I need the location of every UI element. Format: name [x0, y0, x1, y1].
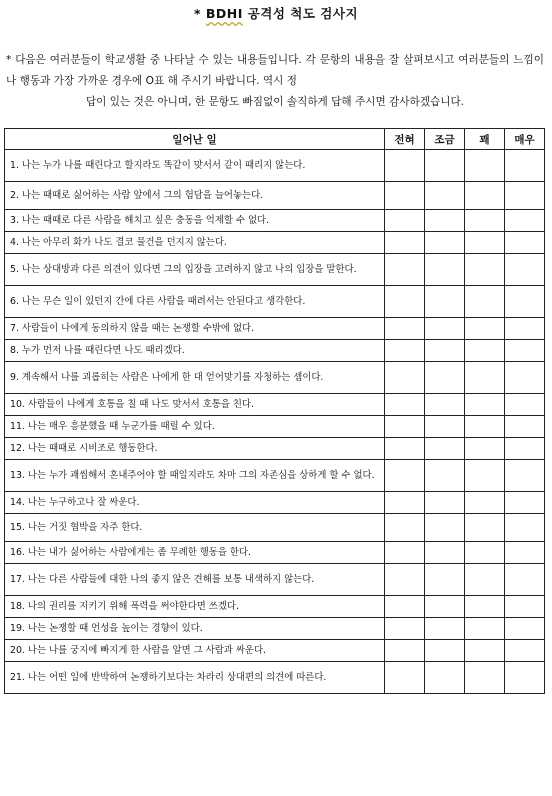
- answer-cell-very[interactable]: [505, 340, 545, 362]
- answer-cell-quite[interactable]: [465, 492, 505, 514]
- question-text: 21. 나는 어떤 일에 반박하여 논쟁하기보다는 차라리 상대편의 의견에 따른다.: [5, 662, 385, 694]
- question-text: 4. 나는 아무리 화가 나도 결코 물건을 던지지 않는다.: [5, 232, 385, 254]
- question-text: 16. 나는 내가 싫어하는 사람에게는 좀 무례한 행동을 한다.: [5, 542, 385, 564]
- header-slightly: 조금: [425, 129, 465, 150]
- answer-cell-never[interactable]: [385, 340, 425, 362]
- answer-cell-quite[interactable]: [465, 460, 505, 492]
- header-very: 매우: [505, 129, 545, 150]
- answer-cell-very[interactable]: [505, 318, 545, 340]
- table-row: [5, 640, 545, 662]
- answer-cell-slightly[interactable]: [425, 514, 465, 542]
- question-text: 3. 나는 때때로 다른 사람을 해치고 싶은 충동을 억제할 수 없다.: [5, 210, 385, 232]
- title-prefix: *: [193, 6, 206, 21]
- answer-cell-slightly[interactable]: [425, 362, 465, 394]
- answer-cell-never[interactable]: [385, 640, 425, 662]
- table-row: [5, 362, 545, 394]
- answer-cell-very[interactable]: [505, 662, 545, 694]
- question-text: 10. 사람들이 나에게 호통을 칠 때 나도 맞서서 호통을 친다.: [5, 394, 385, 416]
- table-row: [5, 492, 545, 514]
- question-text: 17. 나는 다른 사람들에 대한 나의 좋지 않은 견해를 보통 내색하지 않는다.: [5, 564, 385, 596]
- answer-cell-very[interactable]: [505, 286, 545, 318]
- table-row: [5, 438, 545, 460]
- answer-cell-quite[interactable]: [465, 662, 505, 694]
- page-title: [0, 4, 552, 22]
- question-text: 5. 나는 상대방과 다른 의견이 있다면 그의 입장을 고려하지 않고 나의 입장을 말한다.: [5, 254, 385, 286]
- question-text: 1. 나는 누가 나를 때린다고 할지라도 똑같이 맞서서 같이 때리지 않는다.: [5, 150, 385, 182]
- table-row: [5, 460, 545, 492]
- answer-cell-very[interactable]: [505, 438, 545, 460]
- answer-cell-never[interactable]: [385, 460, 425, 492]
- table-row: [5, 416, 545, 438]
- answer-cell-quite[interactable]: [465, 596, 505, 618]
- question-text: 18. 나의 권리를 지키기 위해 폭력을 써야한다면 쓰겠다.: [5, 596, 385, 618]
- table-row: [5, 618, 545, 640]
- answer-cell-slightly[interactable]: [425, 460, 465, 492]
- answer-cell-slightly[interactable]: [425, 416, 465, 438]
- answer-cell-very[interactable]: [505, 492, 545, 514]
- question-text: 14. 나는 누구하고나 잘 싸운다.: [5, 492, 385, 514]
- answer-cell-quite[interactable]: [465, 640, 505, 662]
- answer-cell-quite[interactable]: [465, 416, 505, 438]
- answer-cell-quite[interactable]: [465, 254, 505, 286]
- answer-cell-never[interactable]: [385, 492, 425, 514]
- answer-cell-very[interactable]: [505, 564, 545, 596]
- header-event: 일어난 일: [5, 129, 385, 150]
- table-row: [5, 318, 545, 340]
- table-row: [5, 182, 545, 210]
- answer-cell-quite[interactable]: [465, 340, 505, 362]
- answer-cell-slightly[interactable]: [425, 640, 465, 662]
- header-row: [5, 129, 545, 150]
- instructions-main: * 다음은 여러분들이 학교생활 중 나타날 수 있는 내용들입니다. 각 문항의 내용을 잘 살펴보시고 여러분들의 느낌이나 행동과 가장 가까운 경우에 O표 해 주시기 바랍니다. 역시 정: [6, 54, 544, 87]
- answer-cell-slightly[interactable]: [425, 182, 465, 210]
- answer-cell-slightly[interactable]: [425, 318, 465, 340]
- instructions-last-line: 답이 있는 것은 아니며, 한 문항도 빠짐없이 솔직하게 답해 주시면 감사하겠습니다.: [85, 96, 465, 108]
- question-text: 7. 사람들이 나에게 동의하지 않을 때는 논쟁할 수밖에 없다.: [5, 318, 385, 340]
- question-text: 13. 나는 누가 괘씸해서 혼내주어야 할 때일지라도 차마 그의 자존심을 상하게 할 수 없다.: [5, 460, 385, 492]
- table-row: [5, 150, 545, 182]
- answer-cell-never[interactable]: [385, 254, 425, 286]
- answer-cell-quite[interactable]: [465, 210, 505, 232]
- answer-cell-slightly[interactable]: [425, 286, 465, 318]
- answer-cell-very[interactable]: [505, 542, 545, 564]
- answer-cell-never[interactable]: [385, 596, 425, 618]
- answer-cell-slightly[interactable]: [425, 150, 465, 182]
- answer-cell-never[interactable]: [385, 662, 425, 694]
- answer-cell-never[interactable]: [385, 182, 425, 210]
- answer-cell-slightly[interactable]: [425, 210, 465, 232]
- question-text: 9. 계속해서 나를 괴롭히는 사람은 나에게 한 대 얻어맞기를 자청하는 셈이다.: [5, 362, 385, 394]
- answer-cell-quite[interactable]: [465, 564, 505, 596]
- answer-cell-never[interactable]: [385, 394, 425, 416]
- answer-cell-never[interactable]: [385, 618, 425, 640]
- answer-cell-very[interactable]: [505, 618, 545, 640]
- answer-cell-slightly[interactable]: [425, 542, 465, 564]
- table-row: [5, 210, 545, 232]
- header-never: 전혀: [385, 129, 425, 150]
- table-row: [5, 394, 545, 416]
- question-text: 2. 나는 때때로 싫어하는 사람 앞에서 그의 험담을 늘어놓는다.: [5, 182, 385, 210]
- answer-cell-slightly[interactable]: [425, 596, 465, 618]
- answer-cell-slightly[interactable]: [425, 394, 465, 416]
- table-row: [5, 596, 545, 618]
- answer-cell-very[interactable]: [505, 210, 545, 232]
- answer-cell-quite[interactable]: [465, 438, 505, 460]
- question-text: 8. 누가 먼저 나를 때린다면 나도 때리겠다.: [5, 340, 385, 362]
- answer-cell-very[interactable]: [505, 182, 545, 210]
- answer-cell-slightly[interactable]: [425, 340, 465, 362]
- table-row: [5, 232, 545, 254]
- question-text: 6. 나는 무슨 일이 있던지 간에 다른 사람을 때려서는 안된다고 생각한다.: [5, 286, 385, 318]
- question-text: 12. 나는 때때로 시비조로 행동한다.: [5, 438, 385, 460]
- answer-cell-never[interactable]: [385, 564, 425, 596]
- questionnaire-table: [4, 128, 545, 694]
- answer-cell-very[interactable]: [505, 232, 545, 254]
- instructions: [6, 50, 544, 113]
- table-row: [5, 286, 545, 318]
- answer-cell-very[interactable]: [505, 596, 545, 618]
- answer-cell-very[interactable]: [505, 416, 545, 438]
- answer-cell-quite[interactable]: [465, 542, 505, 564]
- answer-cell-slightly[interactable]: [425, 564, 465, 596]
- answer-cell-very[interactable]: [505, 640, 545, 662]
- table-row: [5, 542, 545, 564]
- answer-cell-quite[interactable]: [465, 232, 505, 254]
- answer-cell-never[interactable]: [385, 232, 425, 254]
- title-brand: BDHI: [205, 6, 243, 21]
- answer-cell-quite[interactable]: [465, 150, 505, 182]
- title-text: 공격성 척도 검사지: [242, 6, 359, 21]
- table-row: [5, 340, 545, 362]
- answer-cell-quite[interactable]: [465, 514, 505, 542]
- answer-cell-slightly[interactable]: [425, 662, 465, 694]
- answer-cell-slightly[interactable]: [425, 492, 465, 514]
- answer-cell-never[interactable]: [385, 514, 425, 542]
- answer-cell-very[interactable]: [505, 394, 545, 416]
- table-row: [5, 514, 545, 542]
- answer-cell-never[interactable]: [385, 286, 425, 318]
- answer-cell-never[interactable]: [385, 150, 425, 182]
- answer-cell-slightly[interactable]: [425, 438, 465, 460]
- question-text: 19. 나는 논쟁할 때 언성을 높이는 경향이 있다.: [5, 618, 385, 640]
- answer-cell-quite[interactable]: [465, 394, 505, 416]
- answer-cell-slightly[interactable]: [425, 254, 465, 286]
- table-row: [5, 254, 545, 286]
- table-row: [5, 662, 545, 694]
- answer-cell-never[interactable]: [385, 318, 425, 340]
- answer-cell-very[interactable]: [505, 150, 545, 182]
- answer-cell-very[interactable]: [505, 254, 545, 286]
- answer-cell-never[interactable]: [385, 362, 425, 394]
- answer-cell-very[interactable]: [505, 362, 545, 394]
- answer-cell-never[interactable]: [385, 438, 425, 460]
- table-row: [5, 564, 545, 596]
- answer-cell-very[interactable]: [505, 460, 545, 492]
- question-text: 20. 나는 나를 궁지에 빠지게 한 사람을 알면 그 사람과 싸운다.: [5, 640, 385, 662]
- answer-cell-never[interactable]: [385, 210, 425, 232]
- answer-cell-very[interactable]: [505, 514, 545, 542]
- answer-cell-never[interactable]: [385, 416, 425, 438]
- answer-cell-quite[interactable]: [465, 318, 505, 340]
- answer-cell-slightly[interactable]: [425, 618, 465, 640]
- answer-cell-slightly[interactable]: [425, 232, 465, 254]
- question-text: 15. 나는 거짓 협박을 자주 한다.: [5, 514, 385, 542]
- answer-cell-quite[interactable]: [465, 362, 505, 394]
- answer-cell-never[interactable]: [385, 542, 425, 564]
- answer-cell-quite[interactable]: [465, 286, 505, 318]
- header-quite: 꽤: [465, 129, 505, 150]
- question-text: 11. 나는 매우 흥분했을 때 누군가를 때릴 수 있다.: [5, 416, 385, 438]
- answer-cell-quite[interactable]: [465, 618, 505, 640]
- answer-cell-quite[interactable]: [465, 182, 505, 210]
